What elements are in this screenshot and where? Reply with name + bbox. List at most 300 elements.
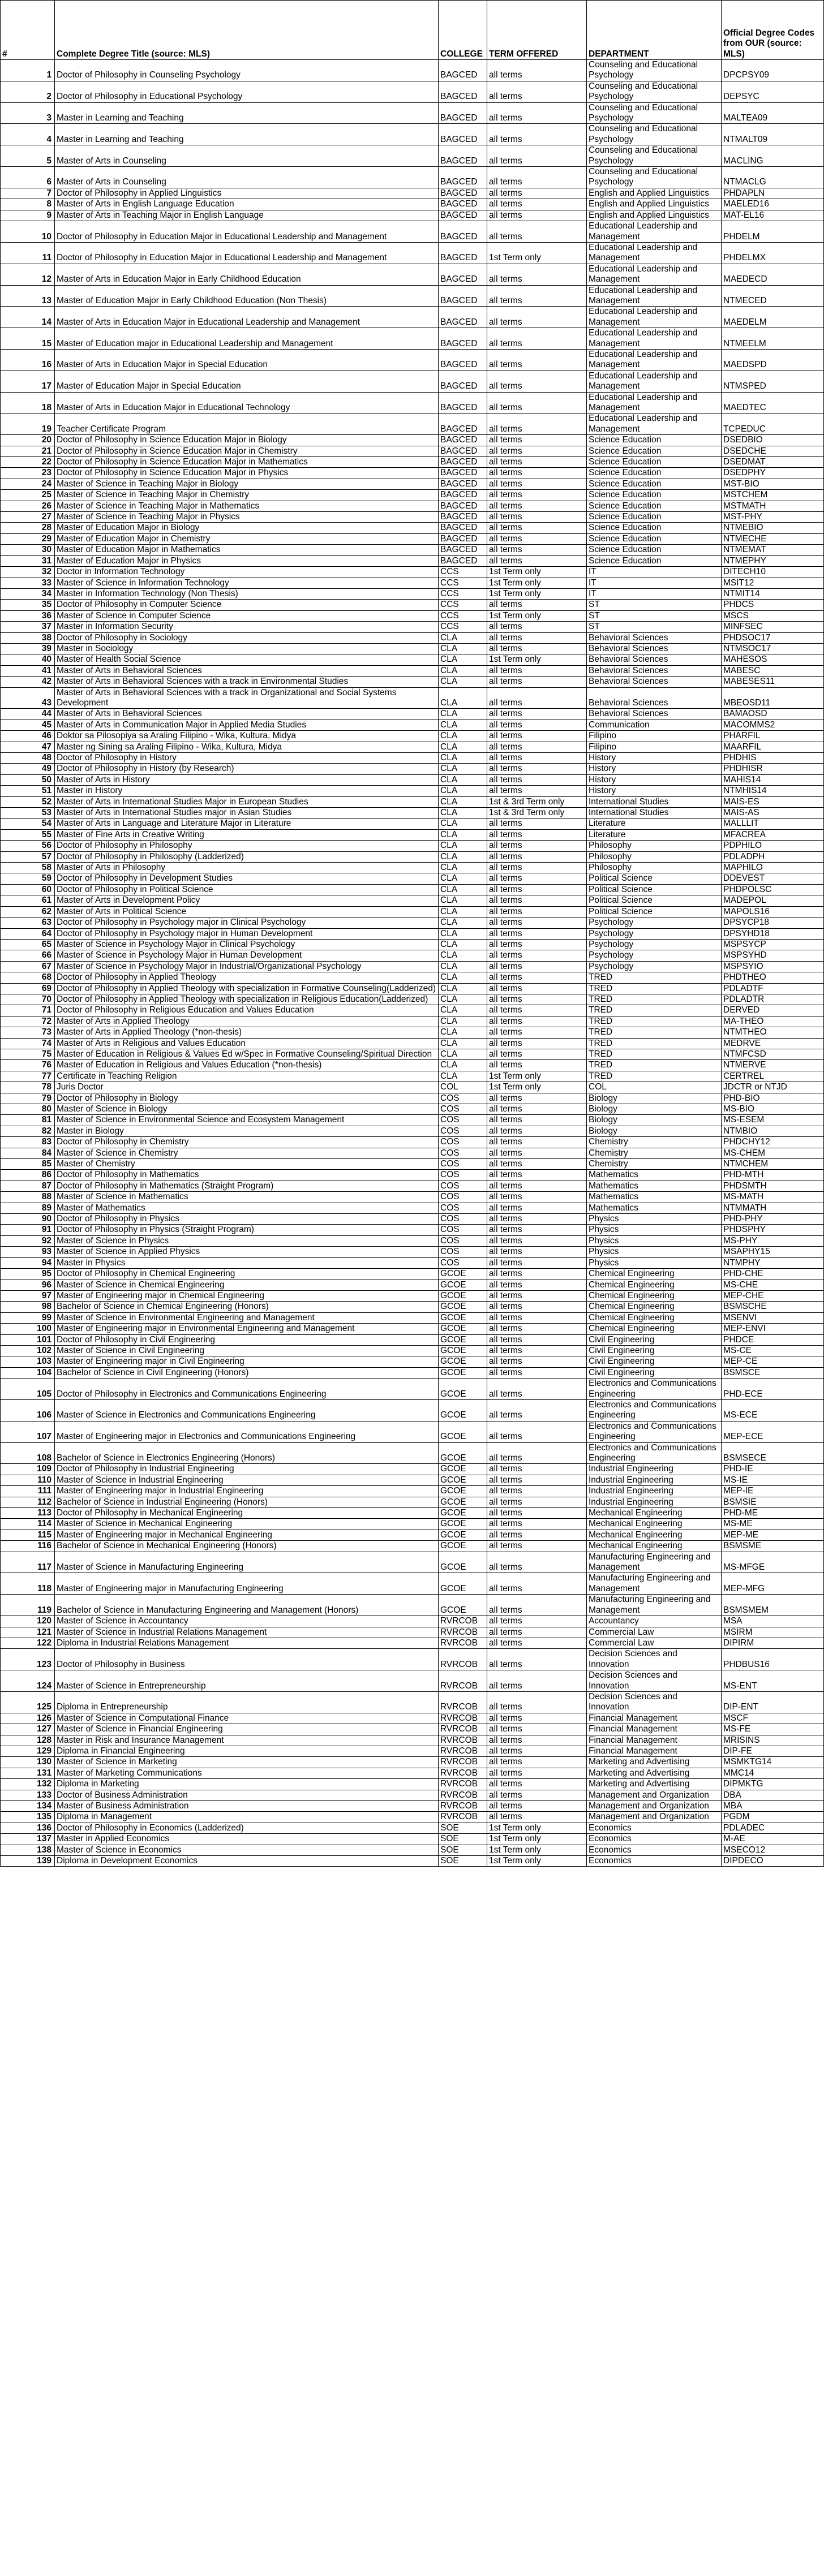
- degree-code: DITECH10: [722, 567, 824, 578]
- degree-code: DIPDECO: [722, 1856, 824, 1867]
- table-row: [1, 555, 824, 566]
- college-code: RVRCOB: [439, 1779, 487, 1790]
- college-code: GCOE: [439, 1530, 487, 1540]
- term-offered: all terms: [487, 468, 587, 479]
- degree-code: PDLADTF: [722, 983, 824, 994]
- degree-code: CERTREL: [722, 1071, 824, 1082]
- row-number: 113: [1, 1508, 55, 1519]
- college-code: CLA: [439, 643, 487, 654]
- degree-title: Bachelor of Science in Electronics Engineering (Honors): [55, 1442, 439, 1464]
- degree-title: Juris Doctor: [55, 1082, 439, 1093]
- term-offered: all terms: [487, 1442, 587, 1464]
- table-row: [1, 1541, 824, 1552]
- degree-title: Doctor in Information Technology: [55, 567, 439, 578]
- degree-code: DSEDBIO: [722, 435, 824, 446]
- department: Management and Organization: [587, 1801, 722, 1812]
- term-offered: all terms: [487, 1214, 587, 1225]
- college-code: RVRCOB: [439, 1670, 487, 1692]
- degree-title: Doctor of Philosophy in Applied Theology: [55, 972, 439, 983]
- college-code: BAGCED: [439, 307, 487, 328]
- term-offered: all terms: [487, 1464, 587, 1475]
- table-row: [1, 1137, 824, 1148]
- degree-code: NTMSPED: [722, 371, 824, 392]
- degree-code: MEDRVE: [722, 1038, 824, 1049]
- term-offered: all terms: [487, 1768, 587, 1778]
- term-offered: all terms: [487, 1790, 587, 1800]
- degree-code: NTMEMAT: [722, 545, 824, 555]
- table-row: [1, 512, 824, 523]
- row-number: 40: [1, 654, 55, 665]
- table-row: [1, 1638, 824, 1648]
- table-row: [1, 1334, 824, 1345]
- degree-title: Master of Fine Arts in Creative Writing: [55, 829, 439, 840]
- degree-code: MEP-CE: [722, 1356, 824, 1367]
- college-code: COS: [439, 1148, 487, 1158]
- degree-code: NTMSOC17: [722, 643, 824, 654]
- department: Accountancy: [587, 1616, 722, 1627]
- table-row: [1, 610, 824, 621]
- term-offered: all terms: [487, 1595, 587, 1616]
- row-number: 136: [1, 1823, 55, 1833]
- college-code: CCS: [439, 578, 487, 588]
- table-row: [1, 1735, 824, 1746]
- degree-title: Master of Science in Teaching Major in Chemistry: [55, 490, 439, 501]
- term-offered: all terms: [487, 742, 587, 752]
- degree-title: Master of Education Major in Mathematics: [55, 545, 439, 555]
- term-offered: all terms: [487, 512, 587, 523]
- term-offered: all terms: [487, 1530, 587, 1540]
- college-code: SOE: [439, 1823, 487, 1833]
- department: Chemical Engineering: [587, 1302, 722, 1312]
- college-code: BAGCED: [439, 468, 487, 479]
- department: History: [587, 753, 722, 764]
- table-row: [1, 742, 824, 752]
- table-row: [1, 102, 824, 124]
- college-code: GCOE: [439, 1312, 487, 1323]
- department: Political Science: [587, 906, 722, 917]
- row-number: 139: [1, 1856, 55, 1867]
- row-number: 122: [1, 1638, 55, 1648]
- degree-code: PDLADPH: [722, 851, 824, 862]
- college-code: GCOE: [439, 1486, 487, 1497]
- row-number: 43: [1, 687, 55, 709]
- degree-title: Master of Science in Chemistry: [55, 1148, 439, 1158]
- college-code: BAGCED: [439, 392, 487, 413]
- college-code: CLA: [439, 1038, 487, 1049]
- degree-title: Doctor of Philosophy in Civil Engineering: [55, 1334, 439, 1345]
- term-offered: all terms: [487, 1649, 587, 1670]
- table-row: [1, 1214, 824, 1225]
- degree-title: Master of Education Major in Physics: [55, 555, 439, 566]
- department: Science Education: [587, 468, 722, 479]
- department: Science Education: [587, 555, 722, 566]
- department: Chemistry: [587, 1159, 722, 1170]
- department: Industrial Engineering: [587, 1497, 722, 1507]
- college-code: GCOE: [439, 1334, 487, 1345]
- degree-title: Master of Education Major in Chemistry: [55, 533, 439, 544]
- department: Civil Engineering: [587, 1367, 722, 1378]
- degree-code: MSECO12: [722, 1845, 824, 1855]
- degree-title: Master of Arts in Counseling: [55, 145, 439, 167]
- degree-title: Master of Science in Applied Physics: [55, 1247, 439, 1257]
- table-row: [1, 1192, 824, 1203]
- department: Educational Leadership and Management: [587, 242, 722, 264]
- row-number: 94: [1, 1257, 55, 1268]
- department: Mechanical Engineering: [587, 1508, 722, 1519]
- degree-code: MEP-ME: [722, 1530, 824, 1540]
- degree-title: Master of Arts in International Studies Major in European Studies: [55, 796, 439, 807]
- degree-code: MSTMATH: [722, 501, 824, 511]
- degree-code: DIP-FE: [722, 1746, 824, 1756]
- table-row: [1, 895, 824, 906]
- department: Chemical Engineering: [587, 1290, 722, 1301]
- college-code: GCOE: [439, 1324, 487, 1334]
- term-offered: all terms: [487, 102, 587, 124]
- degree-title: Master of Science in Biology: [55, 1104, 439, 1115]
- degree-code: MSCF: [722, 1713, 824, 1724]
- college-code: CLA: [439, 720, 487, 730]
- college-code: CLA: [439, 950, 487, 961]
- department: Educational Leadership and Management: [587, 371, 722, 392]
- term-offered: all terms: [487, 1801, 587, 1812]
- table-row: [1, 188, 824, 199]
- degree-title: Master of Science in Teaching Major in Physics: [55, 512, 439, 523]
- department: Philosophy: [587, 841, 722, 851]
- degree-title: Doctor of Philosophy in History (by Research): [55, 764, 439, 774]
- degree-title: Master in Sociology: [55, 643, 439, 654]
- degree-title: Master of Mathematics: [55, 1203, 439, 1213]
- table-row: [1, 819, 824, 829]
- degree-code: MAARFIL: [722, 742, 824, 752]
- row-number: 69: [1, 983, 55, 994]
- table-row: [1, 1290, 824, 1301]
- term-offered: all terms: [487, 1638, 587, 1648]
- degree-code: MAELED16: [722, 199, 824, 210]
- term-offered: all terms: [487, 1137, 587, 1148]
- term-offered: all terms: [487, 1519, 587, 1530]
- row-number: 65: [1, 939, 55, 950]
- row-number: 6: [1, 167, 55, 188]
- college-code: BAGCED: [439, 349, 487, 371]
- term-offered: all terms: [487, 1616, 587, 1627]
- college-code: CLA: [439, 829, 487, 840]
- term-offered: all terms: [487, 479, 587, 489]
- row-number: 108: [1, 1442, 55, 1464]
- degree-code: M-AE: [722, 1834, 824, 1845]
- degree-title: Bachelor of Science in Manufacturing Engineering and Management (Honors): [55, 1595, 439, 1616]
- department: Physics: [587, 1247, 722, 1257]
- row-number: 9: [1, 210, 55, 221]
- degree-code: NTMEELM: [722, 328, 824, 350]
- college-code: COS: [439, 1257, 487, 1268]
- row-number: 85: [1, 1159, 55, 1170]
- term-offered: all terms: [487, 1290, 587, 1301]
- row-number: 30: [1, 545, 55, 555]
- college-code: CLA: [439, 677, 487, 687]
- table-row: [1, 1845, 824, 1855]
- college-code: CLA: [439, 884, 487, 895]
- degree-code: MS-PHY: [722, 1235, 824, 1246]
- term-offered: all terms: [487, 906, 587, 917]
- degree-code: DEPSYC: [722, 81, 824, 102]
- degree-title: Master in Applied Economics: [55, 1834, 439, 1845]
- degree-title: Doctor of Philosophy in Chemical Engineering: [55, 1269, 439, 1280]
- table-row: [1, 1442, 824, 1464]
- department: Mathematics: [587, 1170, 722, 1181]
- department: Mechanical Engineering: [587, 1519, 722, 1530]
- degree-code: DERVED: [722, 1005, 824, 1016]
- term-offered: all terms: [487, 1345, 587, 1356]
- term-offered: all terms: [487, 1497, 587, 1507]
- department: Behavioral Sciences: [587, 677, 722, 687]
- degree-title: Master of Science in Environmental Engineering and Management: [55, 1312, 439, 1323]
- row-number: 135: [1, 1812, 55, 1823]
- row-number: 116: [1, 1541, 55, 1552]
- table-row: [1, 1399, 824, 1421]
- term-offered: all terms: [487, 961, 587, 972]
- degree-title: Master of Chemistry: [55, 1159, 439, 1170]
- table-row: [1, 435, 824, 446]
- department: TRED: [587, 972, 722, 983]
- degree-code: MAPHILO: [722, 863, 824, 873]
- row-number: 130: [1, 1757, 55, 1768]
- table-row: [1, 1724, 824, 1735]
- degree-title: Master of Education Major in Biology: [55, 523, 439, 533]
- college-code: COS: [439, 1115, 487, 1126]
- college-code: CLA: [439, 983, 487, 994]
- degree-code: MS-CHE: [722, 1280, 824, 1290]
- degree-code: MSIT12: [722, 578, 824, 588]
- college-code: RVRCOB: [439, 1627, 487, 1638]
- degree-code: PHARFIL: [722, 731, 824, 742]
- table-row: [1, 1812, 824, 1823]
- table-row: [1, 786, 824, 796]
- college-code: GCOE: [439, 1595, 487, 1616]
- table-row: [1, 1170, 824, 1181]
- degree-title: Master in Information Security: [55, 622, 439, 632]
- table-row: [1, 199, 824, 210]
- row-number: 20: [1, 435, 55, 446]
- college-code: BAGCED: [439, 413, 487, 435]
- table-row: [1, 1060, 824, 1071]
- table-row: [1, 1345, 824, 1356]
- term-offered: all terms: [487, 786, 587, 796]
- college-code: BAGCED: [439, 167, 487, 188]
- college-code: CLA: [439, 873, 487, 884]
- department: Electronics and Communications Engineering: [587, 1399, 722, 1421]
- degree-title: Doctor of Philosophy in Educational Psychology: [55, 81, 439, 102]
- row-number: 18: [1, 392, 55, 413]
- term-offered: 1st Term only: [487, 588, 587, 599]
- department: Physics: [587, 1235, 722, 1246]
- term-offered: all terms: [487, 753, 587, 764]
- college-code: RVRCOB: [439, 1790, 487, 1800]
- degree-title: Master of Engineering major in Electronics and Communications Engineering: [55, 1421, 439, 1442]
- table-row: [1, 983, 824, 994]
- department: Mechanical Engineering: [587, 1541, 722, 1552]
- degree-code: PDLADTR: [722, 994, 824, 1005]
- degree-title: Doctor of Philosophy in Physics (Straight Program): [55, 1225, 439, 1235]
- term-offered: all terms: [487, 1269, 587, 1280]
- degree-code: MAIS-ES: [722, 796, 824, 807]
- department: Biology: [587, 1115, 722, 1126]
- row-number: 54: [1, 819, 55, 829]
- department: History: [587, 774, 722, 785]
- degree-code: MEP-CHE: [722, 1290, 824, 1301]
- degree-title: Master of Science in Economics: [55, 1845, 439, 1855]
- degree-code: MST-BIO: [722, 479, 824, 489]
- table-row: [1, 1115, 824, 1126]
- degree-code: MAT-EL16: [722, 210, 824, 221]
- college-code: GCOE: [439, 1519, 487, 1530]
- row-number: 121: [1, 1627, 55, 1638]
- table-row: [1, 490, 824, 501]
- term-offered: all terms: [487, 523, 587, 533]
- degree-title: Master of Science in Industrial Relations Management: [55, 1627, 439, 1638]
- degree-code: PHD-MTH: [722, 1170, 824, 1181]
- row-number: 132: [1, 1779, 55, 1790]
- department: TRED: [587, 994, 722, 1005]
- row-number: 103: [1, 1356, 55, 1367]
- department: Management and Organization: [587, 1790, 722, 1800]
- term-offered: all terms: [487, 1399, 587, 1421]
- degree-code: MSMKTG14: [722, 1757, 824, 1768]
- department: Chemical Engineering: [587, 1324, 722, 1334]
- department: Science Education: [587, 446, 722, 456]
- degree-title: Master of Arts in Applied Theology (*non-thesis): [55, 1027, 439, 1038]
- college-code: RVRCOB: [439, 1768, 487, 1778]
- term-offered: all terms: [487, 1192, 587, 1203]
- degree-title: Master of Arts in Counseling: [55, 167, 439, 188]
- department: Economics: [587, 1823, 722, 1833]
- department: Civil Engineering: [587, 1334, 722, 1345]
- degree-title: Master of Science in Computational Finance: [55, 1713, 439, 1724]
- row-number: 4: [1, 124, 55, 145]
- term-offered: all terms: [487, 199, 587, 210]
- college-code: COS: [439, 1159, 487, 1170]
- degree-code: NTMEBIO: [722, 523, 824, 533]
- department: Mathematics: [587, 1181, 722, 1191]
- table-row: [1, 1104, 824, 1115]
- department: Behavioral Sciences: [587, 665, 722, 676]
- college-code: GCOE: [439, 1290, 487, 1301]
- degree-title: Master of Engineering major in Manufacturing Engineering: [55, 1573, 439, 1595]
- row-number: 137: [1, 1834, 55, 1845]
- table-row: [1, 961, 824, 972]
- table-row: [1, 1757, 824, 1768]
- row-number: 87: [1, 1181, 55, 1191]
- term-offered: all terms: [487, 677, 587, 687]
- degree-title: Doctor of Philosophy in Biology: [55, 1093, 439, 1104]
- degree-title: Master of Engineering major in Environmental Engineering and Management: [55, 1324, 439, 1334]
- department: Counseling and Educational Psychology: [587, 145, 722, 167]
- row-number: 77: [1, 1071, 55, 1082]
- department: English and Applied Linguistics: [587, 199, 722, 210]
- college-code: RVRCOB: [439, 1691, 487, 1713]
- degree-code: NTMCHEM: [722, 1159, 824, 1170]
- department: Economics: [587, 1856, 722, 1867]
- degree-code: MS-CHEM: [722, 1148, 824, 1158]
- college-code: RVRCOB: [439, 1724, 487, 1735]
- department: Counseling and Educational Psychology: [587, 124, 722, 145]
- department: Civil Engineering: [587, 1345, 722, 1356]
- degree-code: MS-BIO: [722, 1104, 824, 1115]
- degree-title: Master of Science in Accountancy: [55, 1616, 439, 1627]
- college-code: RVRCOB: [439, 1801, 487, 1812]
- table-row: [1, 1790, 824, 1800]
- degree-code: PDLADEC: [722, 1823, 824, 1833]
- college-code: RVRCOB: [439, 1713, 487, 1724]
- degree-code: NTMMATH: [722, 1203, 824, 1213]
- term-offered: all terms: [487, 349, 587, 371]
- degree-title: Master of Arts in Education Major in Early Childhood Education: [55, 264, 439, 285]
- degree-code: BSMSMEM: [722, 1595, 824, 1616]
- degree-code: MEP-ENVI: [722, 1324, 824, 1334]
- degree-code: MSAPHY15: [722, 1247, 824, 1257]
- header-term-offered: TERM OFFERED: [487, 1, 587, 60]
- row-number: 127: [1, 1724, 55, 1735]
- college-code: BAGCED: [439, 545, 487, 555]
- row-number: 31: [1, 555, 55, 566]
- table-row: [1, 221, 824, 243]
- row-number: 110: [1, 1475, 55, 1485]
- college-code: BAGCED: [439, 501, 487, 511]
- table-row: [1, 1779, 824, 1790]
- degree-code: DSEDPHY: [722, 468, 824, 479]
- term-offered: all terms: [487, 1257, 587, 1268]
- degree-title: Master of Science in Civil Engineering: [55, 1345, 439, 1356]
- degree-code: MABESC: [722, 665, 824, 676]
- department: Political Science: [587, 895, 722, 906]
- term-offered: 1st Term only: [487, 1845, 587, 1855]
- row-number: 29: [1, 533, 55, 544]
- degree-code: MAHIS14: [722, 774, 824, 785]
- table-row: [1, 307, 824, 328]
- table-row: [1, 457, 824, 468]
- college-code: COS: [439, 1137, 487, 1148]
- college-code: CCS: [439, 567, 487, 578]
- row-number: 50: [1, 774, 55, 785]
- degree-title: Diploma in Financial Engineering: [55, 1746, 439, 1756]
- degree-title: Doctor of Philosophy in Computer Science: [55, 600, 439, 610]
- row-number: 13: [1, 285, 55, 307]
- degree-title: Teacher Certificate Program: [55, 413, 439, 435]
- row-number: 24: [1, 479, 55, 489]
- degree-code: MS-ME: [722, 1519, 824, 1530]
- degree-title: Master in History: [55, 786, 439, 796]
- degree-code: PHD-PHY: [722, 1214, 824, 1225]
- college-code: CLA: [439, 1060, 487, 1071]
- college-code: BAGCED: [439, 124, 487, 145]
- college-code: GCOE: [439, 1508, 487, 1519]
- degree-title: Master in Risk and Insurance Management: [55, 1735, 439, 1746]
- degree-code: NTMECED: [722, 285, 824, 307]
- college-code: CLA: [439, 972, 487, 983]
- degree-title: Master of Science in Mathematics: [55, 1192, 439, 1203]
- college-code: GCOE: [439, 1552, 487, 1573]
- term-offered: all terms: [487, 731, 587, 742]
- term-offered: 1st Term only: [487, 1823, 587, 1833]
- term-offered: all terms: [487, 863, 587, 873]
- department: Commercial Law: [587, 1627, 722, 1638]
- header-number: #: [1, 1, 55, 60]
- table-row: [1, 1225, 824, 1235]
- college-code: CLA: [439, 863, 487, 873]
- department: Counseling and Educational Psychology: [587, 60, 722, 81]
- degree-code: MINFSEC: [722, 622, 824, 632]
- term-offered: all terms: [487, 1475, 587, 1485]
- degree-title: Doctor of Philosophy in Industrial Engineering: [55, 1464, 439, 1475]
